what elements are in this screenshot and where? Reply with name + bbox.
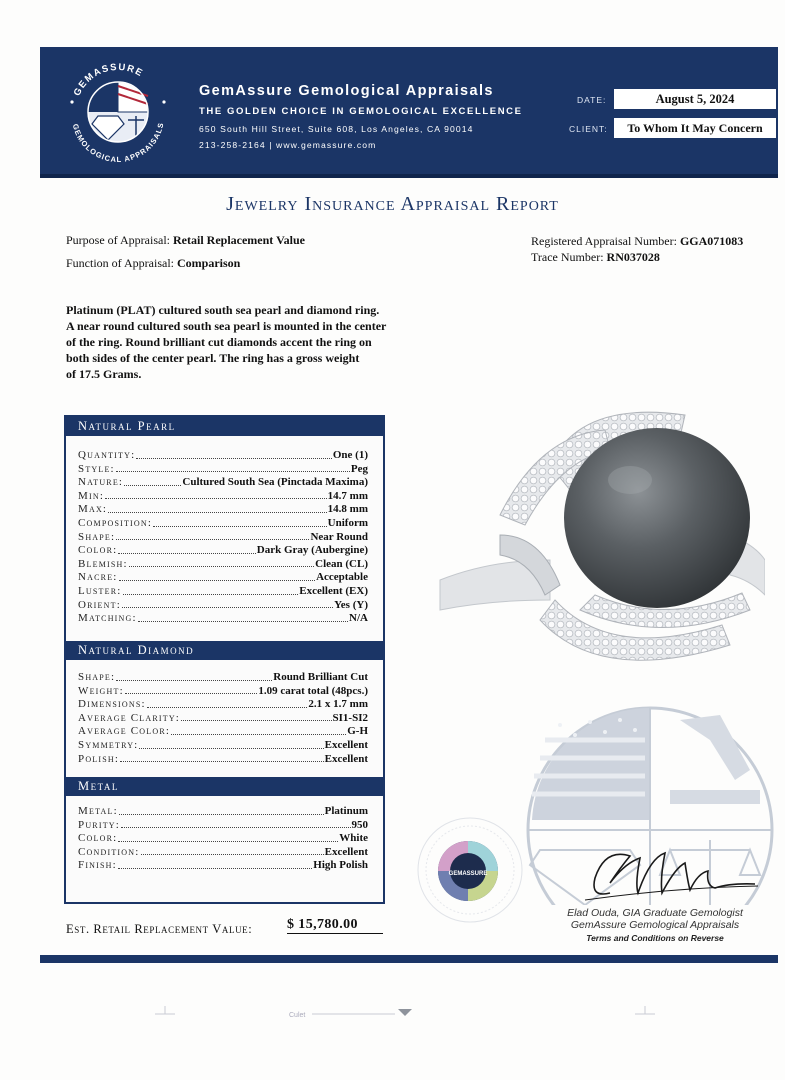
signature-block <box>540 907 770 943</box>
spec-row <box>78 490 368 504</box>
spec-value: Excellent (EX) <box>299 585 368 597</box>
description-line: both sides of the center pearl. The ring has a gross weight <box>66 351 360 365</box>
spec-row <box>78 531 368 545</box>
function-line <box>66 256 240 271</box>
client-value: To Whom It May Concern <box>614 118 776 138</box>
function-label: Function of Appraisal: <box>66 256 174 270</box>
spec-key: Weight: <box>78 684 124 697</box>
spec-value: Excellent <box>324 739 368 751</box>
date-value: August 5, 2024 <box>614 89 776 109</box>
spec-row <box>78 449 368 463</box>
spec-row <box>78 698 368 712</box>
spec-row <box>78 685 368 699</box>
registration-line <box>531 234 743 249</box>
spec-value: Acceptable <box>316 571 368 584</box>
spec-value: 14.7 mm <box>327 489 368 502</box>
client-label: CLIENT: <box>569 124 608 134</box>
function-value: Comparison <box>177 256 241 270</box>
svg-text:GEMOLOGICAL APPRAISALS: GEMOLOGICAL APPRAISALS <box>70 121 166 165</box>
spec-value: One (1) <box>332 449 368 461</box>
spec-row <box>78 712 368 726</box>
hologram-seal-icon <box>400 815 540 925</box>
spec-value: White <box>339 832 368 845</box>
spec-row <box>78 671 368 685</box>
spec-value: Yes (Y) <box>334 598 368 611</box>
spec-key: Nature: <box>78 476 124 489</box>
spec-key: Quantity: <box>78 449 136 461</box>
spec-value: N/A <box>349 612 368 625</box>
description-line: A near round cultured south sea pearl is mounted in the center <box>66 319 387 333</box>
spec-value: Near Round <box>310 530 368 543</box>
section-header-metal: Metal <box>66 777 383 796</box>
company-contact: 213-258-2164 | www.gemassure.com <box>199 140 377 150</box>
spec-key: Nacre: <box>78 571 118 584</box>
spec-row <box>78 753 368 767</box>
spec-key: Average Color: <box>78 725 171 738</box>
item-description <box>66 302 436 382</box>
trace-number: RN037028 <box>606 250 660 264</box>
registration-label: Registered Appraisal Number: <box>531 234 677 248</box>
spec-row <box>78 612 368 626</box>
section-header-natural-pearl: Natural Pearl <box>66 417 383 436</box>
registration-number: GGA071083 <box>679 234 744 248</box>
spec-row <box>78 571 368 585</box>
company-address: 650 South Hill Street, Suite 608, Los Angeles, CA 90014 <box>199 124 474 134</box>
company-name: GemAssure Gemological Appraisals <box>199 83 494 99</box>
terms-link[interactable]: Terms and Conditions on Reverse <box>586 933 724 943</box>
description-line: Platinum (PLAT) cultured south sea pearl and diamond ring. <box>66 303 380 317</box>
signature-icon <box>580 838 760 908</box>
spec-row <box>78 725 368 739</box>
company-info <box>199 83 523 150</box>
spec-row <box>78 805 368 819</box>
spec-key: Matching: <box>78 612 137 625</box>
report-title: Jewelry Insurance Appraisal Report <box>226 193 559 215</box>
estimate-label: Est. Retail Replacement Value: <box>66 922 253 936</box>
spec-key: Blemish: <box>78 557 128 570</box>
spec-row <box>78 503 368 517</box>
spec-value: 14.8 mm <box>327 503 368 516</box>
ring-photo <box>430 395 765 695</box>
spec-key: Max: <box>78 503 108 516</box>
spec-row <box>78 585 368 599</box>
spec-value: Peg <box>350 462 368 475</box>
spec-row <box>78 832 368 846</box>
hologram-text: GEMASSURE <box>448 871 488 877</box>
spec-value: 2.1 x 1.7 mm <box>308 698 368 711</box>
company-seal-icon <box>62 56 174 168</box>
footer-bar <box>40 955 778 963</box>
description-line: of the ring. Round brilliant cut diamonds accent the ring on <box>66 335 372 349</box>
spec-key: Style: <box>78 462 115 475</box>
spec-value: 950 <box>351 818 368 831</box>
spec-value: High Polish <box>313 859 368 872</box>
purpose-line <box>66 233 305 248</box>
spec-value: SI1-SI2 <box>332 711 368 724</box>
spec-row <box>78 517 368 531</box>
spec-key: Shape: <box>78 671 116 683</box>
spec-value: Round Brilliant Cut <box>273 671 368 683</box>
spec-row <box>78 859 368 873</box>
spec-value: Clean (CL) <box>315 557 368 570</box>
spec-key: Color: <box>78 544 118 557</box>
trace-label: Trace Number: <box>531 250 604 264</box>
spec-key: Min: <box>78 489 105 502</box>
svg-text:GEMASSURE: GEMASSURE <box>71 61 146 98</box>
spec-value: 1.09 carat total (48pcs.) <box>258 684 368 697</box>
spec-key: Condition: <box>78 845 140 858</box>
trace-line <box>531 250 660 265</box>
signer-company: GemAssure Gemological Appraisals <box>570 919 740 931</box>
spec-key: Finish: <box>78 859 117 872</box>
spec-row <box>78 739 368 753</box>
spec-key: Composition: <box>78 517 153 529</box>
bleed-through-marks <box>150 1000 670 1025</box>
spec-key: Shape: <box>78 530 116 543</box>
specifications-table <box>64 415 385 904</box>
spec-key: Luster: <box>78 585 122 597</box>
spec-row <box>78 463 368 477</box>
spec-key: Dimensions: <box>78 698 146 711</box>
spec-value: Excellent <box>324 845 368 858</box>
section-header-natural-diamond: Natural Diamond <box>66 641 383 660</box>
spec-value: Platinum <box>324 805 368 817</box>
spec-value: Excellent <box>324 752 368 765</box>
spec-value: Uniform <box>327 517 368 529</box>
company-tagline: THE GOLDEN CHOICE IN GEMOLOGICAL EXCELLENCE <box>199 106 523 117</box>
purpose-value: Retail Replacement Value <box>173 233 305 247</box>
spec-row <box>78 819 368 833</box>
spec-key: Metal: <box>78 805 118 817</box>
spec-key: Color: <box>78 832 118 845</box>
down-triangle-icon <box>398 1009 412 1016</box>
spec-value: G-H <box>347 725 368 738</box>
date-label: DATE: <box>577 95 607 105</box>
description-line: of 17.5 Grams. <box>66 367 142 381</box>
purpose-label: Purpose of Appraisal: <box>66 233 170 247</box>
spec-row <box>78 846 368 860</box>
spec-row <box>78 599 368 613</box>
spec-value: Cultured South Sea (Pinctada Maxima) <box>182 476 368 489</box>
spec-value: Dark Gray (Aubergine) <box>256 544 368 557</box>
estimate-value: $ 15,780.00 <box>287 917 383 934</box>
spec-row <box>78 558 368 572</box>
spec-key: Orient: <box>78 598 121 611</box>
spec-key: Purity: <box>78 818 121 831</box>
spec-row <box>78 544 368 558</box>
spec-key: Polish: <box>78 752 120 765</box>
spec-row <box>78 476 368 490</box>
culet-label: Culet <box>289 1012 306 1019</box>
spec-key: Symmetry: <box>78 739 139 751</box>
spec-key: Average Clarity: <box>78 711 181 724</box>
signer-name: Elad Ouda, GIA Graduate Gemologist <box>567 907 743 919</box>
